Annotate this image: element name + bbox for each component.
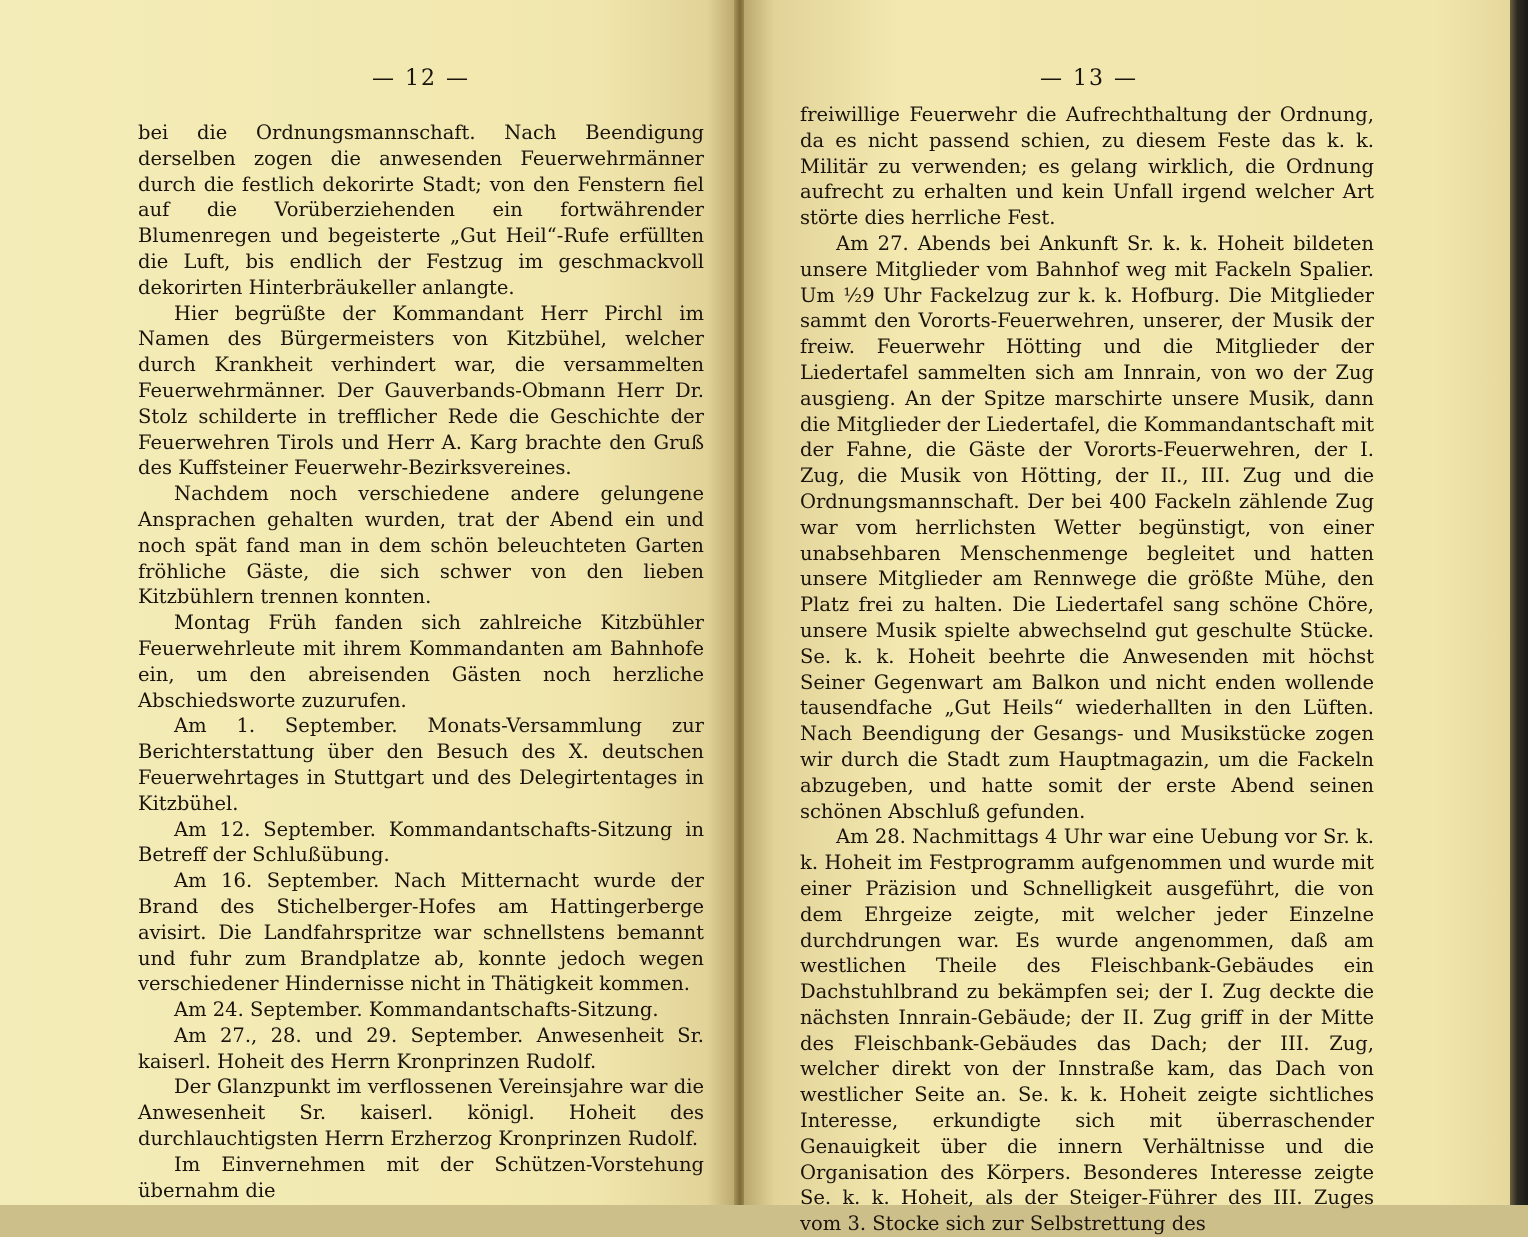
paragraph: Am 1. September. Monats-Versammlung zur Berichterstattung über den Besuch des X. deutschen Feuerwehrtages in Stuttgart und des Delegirtentages in Kitzbühel. [138,714,704,815]
paragraph: Im Einvernehmen mit der Schützen-Vorstehung übernahm die [138,1152,704,1202]
paragraph: Am 24. September. Kommandantschafts-Sitzung. [174,998,659,1022]
right-page [744,0,1512,1236]
page-number: — 13 — [1040,66,1138,91]
paragraph: Nachdem noch verschiedene andere gelungene Ansprachen gehalten wurden, trat der Abend ein und noch spät fand man in dem schön beleuchteten Garten fröhliche Gäste, die sich schwer von den lieben Kitzbühlern trennen konnten. [138,482,704,609]
page-number: — 12 — [372,66,470,91]
paragraph: Am 27. Abends bei Ankunft Sr. k. k. Hoheit bildeten unsere Mitglieder vom Bahnhof weg mit Fackeln Spalier. Um ½9 Uhr Fackelzug zur k. k. Hofburg. Die Mitglieder sammt den Vororts-Feuerwehren, unserer, der Musik der freiw. Feuerwehr Hötting und die Mitglieder der Liedertafel sammelten sich am Innrain, von wo der Zug ausgieng. An der Spitze marschirte unsere Musik, dann die Mitglieder der Liedertafel, die Kommandantschaft mit der Fahne, die Gäste der Vororts-Feuerwehren, der I. Zug, die Musik von Hötting, der II., III. Zug und die Ordnungsmannschaft. Der bei 400 Fackeln zählende Zug war vom herrlichsten Wetter begünstigt, von einer unabsehbaren Menschenmenge begleitet und hatten unsere Mitglieder am Rennwege die größte Mühe, den Platz frei zu halten. Die Liedertafel sang schöne Chöre, unsere Musik spielte abwechselnd gut geschulte Stücke. Se. k. k. Hoheit beehrte die Anwesenden mit höchst Seiner Gegenwart am Balkon und nicht enden wollende tausendfache „Gut Heils“ wiederhallten in den Lüften. Nach Beendigung der Gesangs- und Musikstücke zogen wir durch die Stadt zum Hauptmagazin, um die Fackeln abzugeben, und hatte somit der erste Abend seinen schönen Abschluß gefunden. [800,231,1374,823]
page-body [138,120,704,1203]
paragraph: Montag Früh fanden sich zahlreiche Kitzbühler Feuerwehrleute mit ihrem Kommandanten am Bahnhofe ein, um den abreisenden Gästen noch herzliche Abschiedsworte zuzurufen. [138,611,704,712]
paragraph: Am 28. Nachmittags 4 Uhr war eine Uebung vor Sr. k. k. Hoheit im Festprogramm aufgenommen und wurde mit einer Präzision und Schnelligkeit ausgeführt, die von dem Ehrgeize zeigte, mit welcher jeder Einzelne durchdrungen war. Es wurde angenommen, daß am westlichen Theile des Fleischbank-Gebäudes ein Dachstuhlbrand zu bekämpfen sei; der I. Zug deckte die nächsten Innrain-Gebäude; der II. Zug griff in der Mitte des Fleischbank-Gebäudes das Dach; der III. Zug, welcher direkt von der Innstraße kam, das Dach von westlicher Seite an. Se. k. k. Hoheit zeigte sichtliches Interesse, erkundigte sich mit überraschender Genauigkeit über die innern Verhältnisse und die Organisation des Körpers. Besonderes Interesse zeigte Se. k. k. Hoheit, als der Steiger-Führer des III. Zuges vom 3. Stocke sich zur Selbstrettung des [800,825,1374,1236]
paragraph: bei die Ordnungsmannschaft. Nach Beendigung derselben zogen die anwesenden Feuerwehrmänner durch die festlich dekorirte Stadt; von den Fenstern fiel auf die Vorüberziehenden ein fortwährender Blumenregen und begeisterte „Gut Heil“-Rufe erfüllten die Luft, bis endlich der Festzug im geschmackvoll dekorirten Hinterbräukeller anlangte. [138,121,704,299]
left-page [0,0,736,1205]
page-body [800,102,1374,1237]
paragraph: Am 12. September. Kommandantschafts-Sitzung in Betreff der Schlußübung. [138,817,704,867]
book-edge [1510,0,1528,1205]
paragraph: Am 27., 28. und 29. September. Anwesenheit Sr. kaiserl. Hoheit des Herrn Kronprinzen Rudolf. [138,1023,704,1073]
paragraph: Hier begrüßte der Kommandant Herr Pirchl im Namen des Bürgermeisters von Kitzbühel, welcher durch Krankheit verhindert war, die versammelten Feuerwehrmänner. Der Gauverbands-Obmann Herr Dr. Stolz schilderte in trefflicher Rede die Geschichte der Feuerwehren Tirols und Herr A. Karg brachte den Gruß des Kuffsteiner Feuerwehr-Bezirksvereines. [138,301,704,480]
paragraph: Der Glanzpunkt im verflossenen Vereinsjahre war die Anwesenheit Sr. kaiserl. königl. Hoheit des durchlauchtigsten Herrn Erzherzog Kronprinzen Rudolf. [138,1075,704,1151]
paragraph: Am 16. September. Nach Mitternacht wurde der Brand des Stichelberger-Hofes am Hattingerberge avisirt. Die Landfahrspritze war schnellstens bemannt und fuhr zum Brandplatze ab, konnte jedoch wegen verschiedener Hindernisse nicht in Thätigkeit kommen. [138,869,704,996]
paragraph: freiwillige Feuerwehr die Aufrechthaltung der Ordnung, da es nicht passend schien, zu diesem Feste das k. k. Militär zu verwenden; es gelang wirklich, die Ordnung aufrecht zu erhalten und kein Unfall irgend welcher Art störte dies herrliche Fest. [800,103,1374,230]
